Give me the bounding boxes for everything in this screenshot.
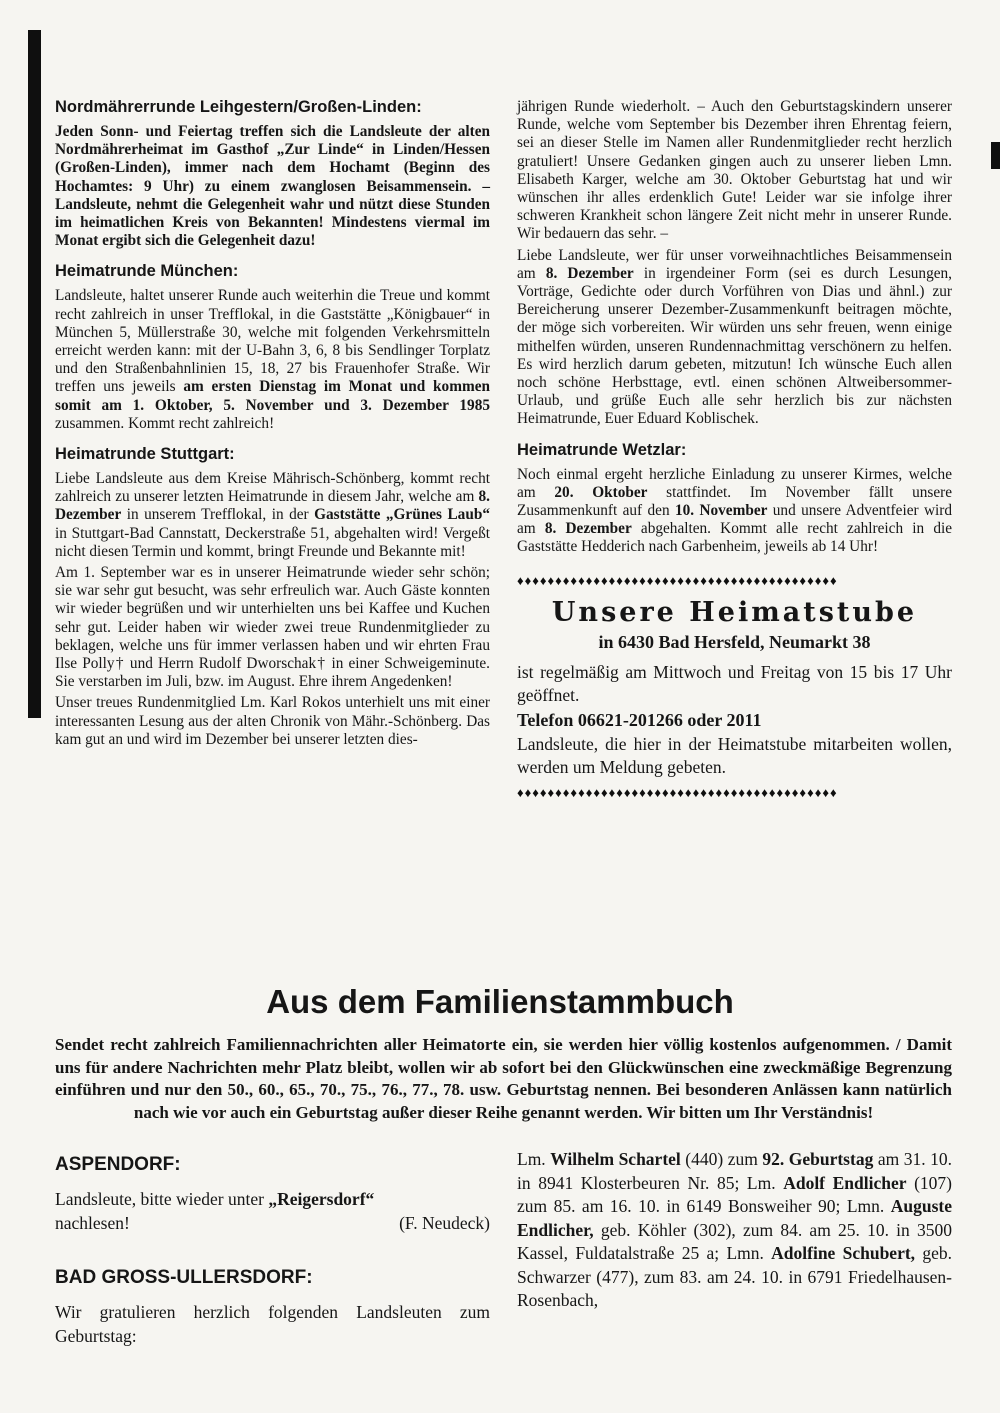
- paragraph-muenchen: Landsleute, haltet unserer Runde auch weiterhin die Treue und kommt recht zahlreich in unser Trefflokal, in die Gaststätte „Königbauer“ in München 5, Müllerstraße 30, welche mit folgenden Verkehrsmitteln erreicht werden kann: mit der U-Bahn 3, 6, 8 bis Sendlinger Torplatz und den Straßenbahnlinien 15, 18, 27 bis Frauenhofer Straße. Wir treffen uns jeweils am ersten Dienstag im Monat und kommen somit am 1. Oktober, 5. November und 3. Dezember 1985 zusammen. Kommt recht zahlreich!: [55, 287, 491, 432]
- paragraph-stuttgart-continued: jährigen Runde wiederholt. – Auch den Geburtstagskindern unserer Runde, welche vom September bis Dezember ihren Ehrentag feiern, sei an dieser Stelle im Namen aller Rundenmitglieder recht herzlich gratuliert! Unsere Gedanken gingen auch zu unserer lieben Lmn. Elisabeth Karger, welche am 30. Oktober Geburtstag hat und wir wünschen ihr alles erdenklich Gute! Leider war sie infolge ihrer schweren Krankheit schon längere Zeit nicht mehr in unserer Runde. Wir bedauern das sehr. –: [517, 98, 952, 243]
- section-heading-stuttgart: Heimatrunde Stuttgart:: [55, 445, 235, 464]
- aspendorf-signature: (F. Neudeck): [399, 1212, 490, 1233]
- heimatstube-opening-hours: ist regelmäßig am Mittwoch und Freitag von 15 bis 17 Uhr geöffnet.: [517, 661, 952, 705]
- section-heading-ullersdorf: BAD GROSS-ULLERSDORF:: [55, 1267, 313, 1288]
- paragraph-ullersdorf: Wir gratulieren herzlich folgenden Landsleuten zum Geburtstag:: [55, 1302, 490, 1346]
- heimatstube-title: Unsere Heimatstube: [551, 596, 918, 628]
- left-column: [55, 98, 490, 807]
- section-heading-aspendorf: ASPENDORF:: [55, 1154, 181, 1175]
- heimatstube-note: Landsleute, die hier in der Heimatstube mitarbeiten wollen, werden um Meldung gebeten.: [517, 733, 952, 777]
- right-edge-scan-mark: [991, 142, 1000, 169]
- paragraph-stuttgart-2: Am 1. September war es in unserer Heimatrunde wieder sehr schön; sie war sehr gut besucht, was sehr erfreulich war. Auch Gäste konnten wir wieder begrüßen und wir unterhielten uns bei Kaffee und Kuchen sehr gut. Leider haben wir wieder zwei treue Rundenmitglieder zu beklagen, welche uns für immer verlassen haben und wir ehrten Frau Ilse Polly† und Herrn Rudolf Dworschak† in einer Schweigeminute. Sie verstarben im Juli, bzw. im August. Ehre ihrem Angedenken!: [55, 564, 490, 691]
- family-register-intro: Sendet recht zahlreich Familiennachrichten aller Heimatorte ein, sie werden hier völlig kostenlos aufgenommen. / Damit uns für andere Nachrichten mehr Platz bleibt, wollen wir ab sofort bei den Glückwünschen eine zweckmäßige Begrenzung einführen und nur den 50., 60., 65., 70., 75., 76., 77., 78. usw. Geburtstag nennen. Bei besonderen Anlässen kann natürlich nach wie vor auch ein Geburtstag außer dieser Reihe genannt werden. Wir bitten um Ihr Verständnis!: [55, 1035, 952, 1122]
- paragraph-stuttgart-1: Liebe Landsleute aus dem Kreise Mährisch-Schönberg, kommt recht zahlreich zu unserer letzten Heimatrunde in diesem Jahr, welche am 8. Dezember in unserem Trefflokal, in der Gaststätte „Grünes Laub“ in Stuttgart-Bad Cannstatt, Deckerstraße 51, abgehalten wird! Vergeßt nicht diesen Termin und kommt, bringt Freunde und Bekannte mit!: [55, 470, 490, 560]
- diamond-divider-bottom: ♦♦♦♦♦♦♦♦♦♦♦♦♦♦♦♦♦♦♦♦♦♦♦♦♦♦♦♦♦♦♦♦♦♦♦♦♦♦♦♦♦♦: [517, 784, 838, 800]
- paragraph-birthdays: Lm. Wilhelm Schartel (440) zum 92. Geburtstag am 31. 10. in 8941 Klosterbeuren Nr. 85; Lm. Adolf Endlicher (107) zum 85. am 16. 10. in 6149 Bonsweiher 90; Lmn. Auguste Endlicher, geb. Köhler (302), zum 84. am 25. 10. in 3500 Kassel, Fuldatalstraße 25 a; Lmn. Adolfine Schubert, geb. Schwarzer (477), zum 83. am 24. 10. in 6791 Friedelhausen-Rosenbach,: [517, 1149, 952, 1310]
- top-columns: [55, 98, 952, 807]
- section-heading-nordmaehrerrunde: Nordmährerrunde Leihgestern/Großen-Linden:: [55, 98, 422, 116]
- family-register-title: Aus dem Familienstammbuch: [266, 983, 734, 1020]
- paragraph-stuttgart-3: Unser treues Rundenmitglied Lm. Karl Rokos unterhielt uns mit einer interessanten Lesung aus der alten Chronik von Mähr.-Schönberg. Das kam gut an und wird im Dezember bei unserer letzten dies-: [55, 694, 490, 748]
- aspendorf-line-end: nachlesen!: [55, 1212, 130, 1233]
- paragraph-wetzlar: Noch einmal ergeht herzliche Einladung zu unserer Kirmes, welche am 20. Oktober stattfindet. Im November fällt unsere Zusammenkunft auf den 10. November und unsere Adventfeier wird am 8. Dezember abgehalten. Kommt alle recht zahlreich in die Gaststätte Hedderich nach Garbenheim, jeweils ab 14 Uhr!: [517, 465, 953, 556]
- left-edge-scan-bar: [28, 30, 41, 718]
- bottom-left-column: [55, 1148, 490, 1348]
- heimatstube-phone: Telefon 06621-201266 oder 2011: [517, 709, 762, 730]
- bottom-right-column: [517, 1148, 952, 1348]
- aspendorf-signature-row: [55, 1212, 490, 1236]
- section-heading-wetzlar: Heimatrunde Wetzlar:: [517, 440, 687, 459]
- heimatstube-box: [517, 573, 952, 801]
- paragraph-december-appeal: Liebe Landsleute, wer für unser vorweihnachtliches Beisammensein am 8. Dezember in irgendeiner Form (sei es durch Lesungen, Vorträge, Gedichte oder durch Vorführen von Dias und ähnl.) zur Bereicherung unserer Dezember-Zusammenkunft beitragen möchte, der möge sich vorbereiten. Wir würden uns sehr freuen, wenn einige mithelfen würden, unseren Rundennachmittag verschönern zu helfen. Es wird herzlich darum gebeten, mitzutun! Ich wünsche Euch allen noch schöne Herbsttage, evtl. einen schönen Altweibersommer-Urlaub, und grüße Euch alle sehr herzlich bis zur nächsten Heimatrunde, Euer Eduard Koblischek.: [517, 246, 952, 428]
- paragraph-aspendorf: Landsleute, bitte wieder unter „Reigersdorf“: [55, 1189, 375, 1209]
- heimatstube-address: in 6430 Bad Hersfeld, Neumarkt 38: [598, 631, 871, 652]
- paragraph-nordmaehrerrunde: Jeden Sonn- und Feiertag treffen sich die Landsleute der alten Nordmährerheimat im Gasthof „Zur Linde“ in Linden/Hessen (Großen-Linden), immer nach dem Hochamt (Beginn des Hochamtes: 9 Uhr) zu einem zwanglosen Beisammensein. – Landsleute, nehmt die Gelegenheit wahr und nützt diese Stunden im heimatlichen Kreis von Bekannten! Mindestens viermal im Monat ergibt sich die Gelegenheit dazu!: [55, 123, 490, 250]
- right-column: [517, 98, 952, 807]
- section-heading-muenchen: Heimatrunde München:: [55, 262, 239, 281]
- bottom-columns: [55, 1148, 952, 1348]
- diamond-divider-top: ♦♦♦♦♦♦♦♦♦♦♦♦♦♦♦♦♦♦♦♦♦♦♦♦♦♦♦♦♦♦♦♦♦♦♦♦♦♦♦♦♦♦: [517, 572, 838, 588]
